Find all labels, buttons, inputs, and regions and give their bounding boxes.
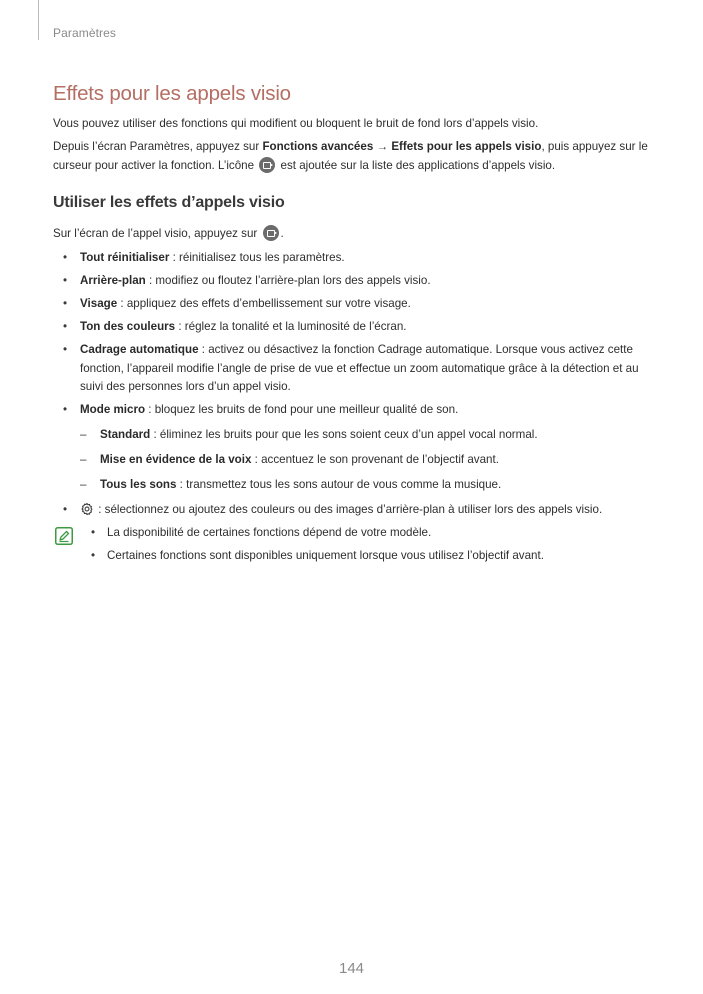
item-term: Visage [80,297,118,311]
item-term: Mise en évidence de la voix [100,452,252,466]
item-term: Mode micro [80,403,146,417]
section-lead-end: . [280,227,284,240]
item-term: Arrière-plan [80,274,146,288]
item-text: : sélectionnez ou ajoutez des couleurs ou des images d’arrière-plan à utiliser lors des appels visio. [95,502,603,516]
gear-icon [80,502,94,516]
instructions-paragraph [53,137,653,175]
item-text: : appliquez des effets d’embellissement sur votre visage. [117,297,411,311]
note-item: • La disponibilité de certaines fonctions dépend de votre modèle. [80,524,660,542]
list-item [53,295,663,314]
section-lead-text: Sur l’écran de l’appel visio, appuyez sur [53,227,261,240]
video-call-effects-icon [259,157,275,173]
note-item: • Certaines fonctions sont disponibles uniquement lorsque vous utilisez l’objectif avant. [80,547,660,565]
instructions-text-continued: , puis appuyez sur le curseur pour activer la fonction. L’icône [53,140,648,172]
list-item [53,272,663,291]
page-title: Effets pour les appels visio [53,82,291,105]
item-text: : réglez la tonalité et la luminosité de l’écran. [175,320,407,334]
intro-text: Vous pouvez utiliser des fonctions qui modifient ou bloquent le bruit de fond lors d’appels visio. [53,117,539,130]
menu-advanced-features: Fonctions avancées [262,140,374,153]
note-icon [55,527,73,545]
item-text: : bloquez les bruits de fond pour une meilleur qualité de son. [145,403,459,417]
page-number: 144 [338,960,365,977]
instructions-text-end: est ajoutée sur la liste des applications d’appels visio. [277,159,556,172]
item-text: : modifiez ou floutez l’arrière-plan lors des appels visio. [145,274,431,288]
item-term: Ton des couleurs [80,320,176,334]
sub-list-item [80,426,663,445]
item-term: Tout réinitialiser [80,251,170,264]
mic-mode-list [80,426,663,495]
list-item [53,318,663,337]
item-text: : activez ou désactivez la fonction Cadrage automatique. Lorsque vous activez cette fonction, l’appareil modifie l’angle de prise de vue et effectue un zoom automatique grâce à la détection et au suivi des personnes lors d’un appel visio. [80,343,639,394]
intro-paragraph [53,114,653,133]
item-text: : réinitialisez tous les paramètres. [169,251,345,264]
sub-list-item [80,451,663,470]
sub-list-item [80,476,663,495]
item-term: Cadrage automatique [80,343,199,357]
item-text: : accentuez le son provenant de l’objectif avant. [251,452,499,466]
notes-list [80,524,660,570]
instructions-text: Depuis l’écran Paramètres, appuyez sur [53,140,263,153]
list-item [53,249,663,268]
list-item [53,401,663,494]
item-text: : éliminez les bruits pour que les sons soient ceux d’un appel vocal normal. [150,427,538,441]
list-item [53,501,663,520]
arrow-separator: → [373,140,392,153]
effects-list [53,249,663,524]
item-term: Tous les sons [100,477,177,491]
menu-video-call-effects: Effets pour les appels visio [391,140,542,153]
section-header: Paramètres [53,26,117,40]
video-call-effects-icon [263,225,279,241]
section-title: Utiliser les effets d’appels visio [53,194,285,211]
section-lead [53,224,653,243]
header-divider [38,0,39,40]
list-item [53,341,663,397]
item-text: : transmettez tous les sons autour de vous comme la musique. [176,477,502,491]
item-term: Standard [100,427,151,441]
